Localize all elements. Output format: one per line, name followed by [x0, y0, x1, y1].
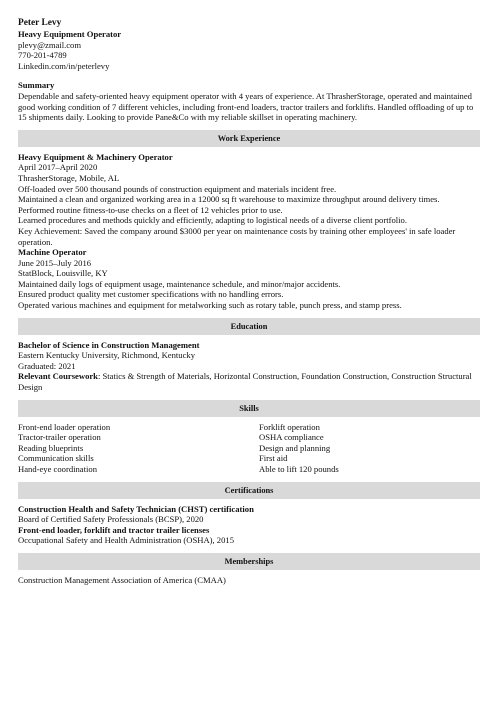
job-company: ThrasherStorage, Mobile, AL [18, 172, 120, 183]
job-bullet: Ensured product quality met customer specifications with no handling errors. [18, 289, 284, 300]
job-bullet: Off-loaded over 500 thousand pounds of construction equipment and materials incident free. [18, 183, 337, 194]
job-bullet: Performed routine fitness-to-use checks on a fleet of 12 vehicles prior to use. [18, 204, 283, 215]
skill-item: Able to lift 120 pounds [259, 464, 339, 474]
summary-heading: Summary [18, 80, 55, 91]
skill-item: Design and planning [259, 442, 331, 453]
education-header: Education [18, 318, 480, 335]
certification-issuer: Occupational Safety and Health Administration (OSHA), 2015 [18, 535, 234, 546]
graduation: Graduated: 2021 [18, 360, 76, 371]
phone: 770-201-4789 [18, 50, 67, 61]
job-title: Machine Operator [18, 247, 87, 258]
skills-column-right [249, 422, 480, 475]
certifications-section [18, 504, 480, 546]
degree: Bachelor of Science in Construction Management [18, 339, 200, 350]
memberships-section [18, 575, 480, 586]
summary-text: Dependable and safety-oriented heavy equipment operator with 4 years of experience. At ThrasherStorage, operated and maintained good working condition of 7 different vehicles, including front-end loaders, tractor trailers and forklifts. Handled offloading of up to 15 shipments daily. Looking to provide Pane&Co with my reliable skillset in operating machinery. [18, 90, 474, 123]
resume-page [18, 10, 480, 586]
skills-column-left [18, 422, 249, 475]
memberships-header: Memberships [18, 553, 480, 570]
job-1 [18, 152, 480, 247]
job-bullet: Learned procedures and methods quickly and efficiently, adapting to logistical needs of a diverse client portfolio. [18, 215, 407, 226]
school: Eastern Kentucky University, Richmond, Kentucky [18, 350, 196, 361]
membership-item: Construction Management Association of America (CMAA) [18, 574, 226, 585]
skills-list [18, 422, 480, 475]
education-section [18, 340, 480, 393]
job-title: Heavy Equipment & Machinery Operator [18, 151, 173, 162]
coursework-label: Relevant Coursework [18, 371, 98, 382]
certification-name: Front-end loader, forklift and tractor trailer licenses [18, 524, 210, 535]
coursework [18, 371, 480, 392]
skill-item: Forklift operation [259, 421, 320, 432]
skill-item: Hand-eye coordination [18, 464, 97, 474]
candidate-title: Heavy Equipment Operator [18, 29, 122, 39]
job-bullet: Key Achievement: Saved the company around $3000 per year on maintenance costs by training other employees' in safe loader operation. [18, 225, 456, 247]
job-dates: April 2017–April 2020 [18, 162, 98, 173]
job-2 [18, 247, 480, 311]
certification-name: Construction Health and Safety Technician (CHST) certification [18, 503, 254, 514]
coursework-list: : Statics & Strength of Materials, Horizontal Construction, Foundation Construction, Construction Structural Design [18, 371, 472, 393]
skill-item: Reading blueprints [18, 442, 84, 453]
email: plevy@zmail.com [18, 39, 82, 50]
job-bullet: Operated various machines and equipment for metalworking such as rotary table, punch press, and stamp press. [18, 300, 402, 311]
job-bullet: Maintained a clean and organized working area in a 12000 sq ft warehouse to maximize throughput around delivery times. [18, 194, 440, 205]
job-dates: June 2015–July 2016 [18, 257, 92, 268]
summary-section [18, 80, 480, 122]
skill-item: Tractor-trailer operation [18, 432, 101, 443]
candidate-name: Peter Levy [18, 18, 62, 28]
linkedin: Linkedin.com/in/peterlevy [18, 60, 110, 71]
certification-issuer: Board of Certified Safety Professionals (BCSP), 2020 [18, 514, 204, 525]
work-experience-header: Work Experience [18, 130, 480, 147]
skill-item: OSHA compliance [259, 432, 324, 443]
contact-block [18, 18, 480, 71]
skill-item: First aid [259, 453, 288, 464]
skill-item: Communication skills [18, 453, 94, 464]
certifications-header: Certifications [18, 482, 480, 499]
skills-header: Skills [18, 400, 480, 417]
job-company: StatBlock, Louisville, KY [18, 268, 108, 279]
job-bullet: Maintained daily logs of equipment usage, maintenance schedule, and minor/major accidents. [18, 278, 341, 289]
skill-item: Front-end loader operation [18, 421, 111, 432]
